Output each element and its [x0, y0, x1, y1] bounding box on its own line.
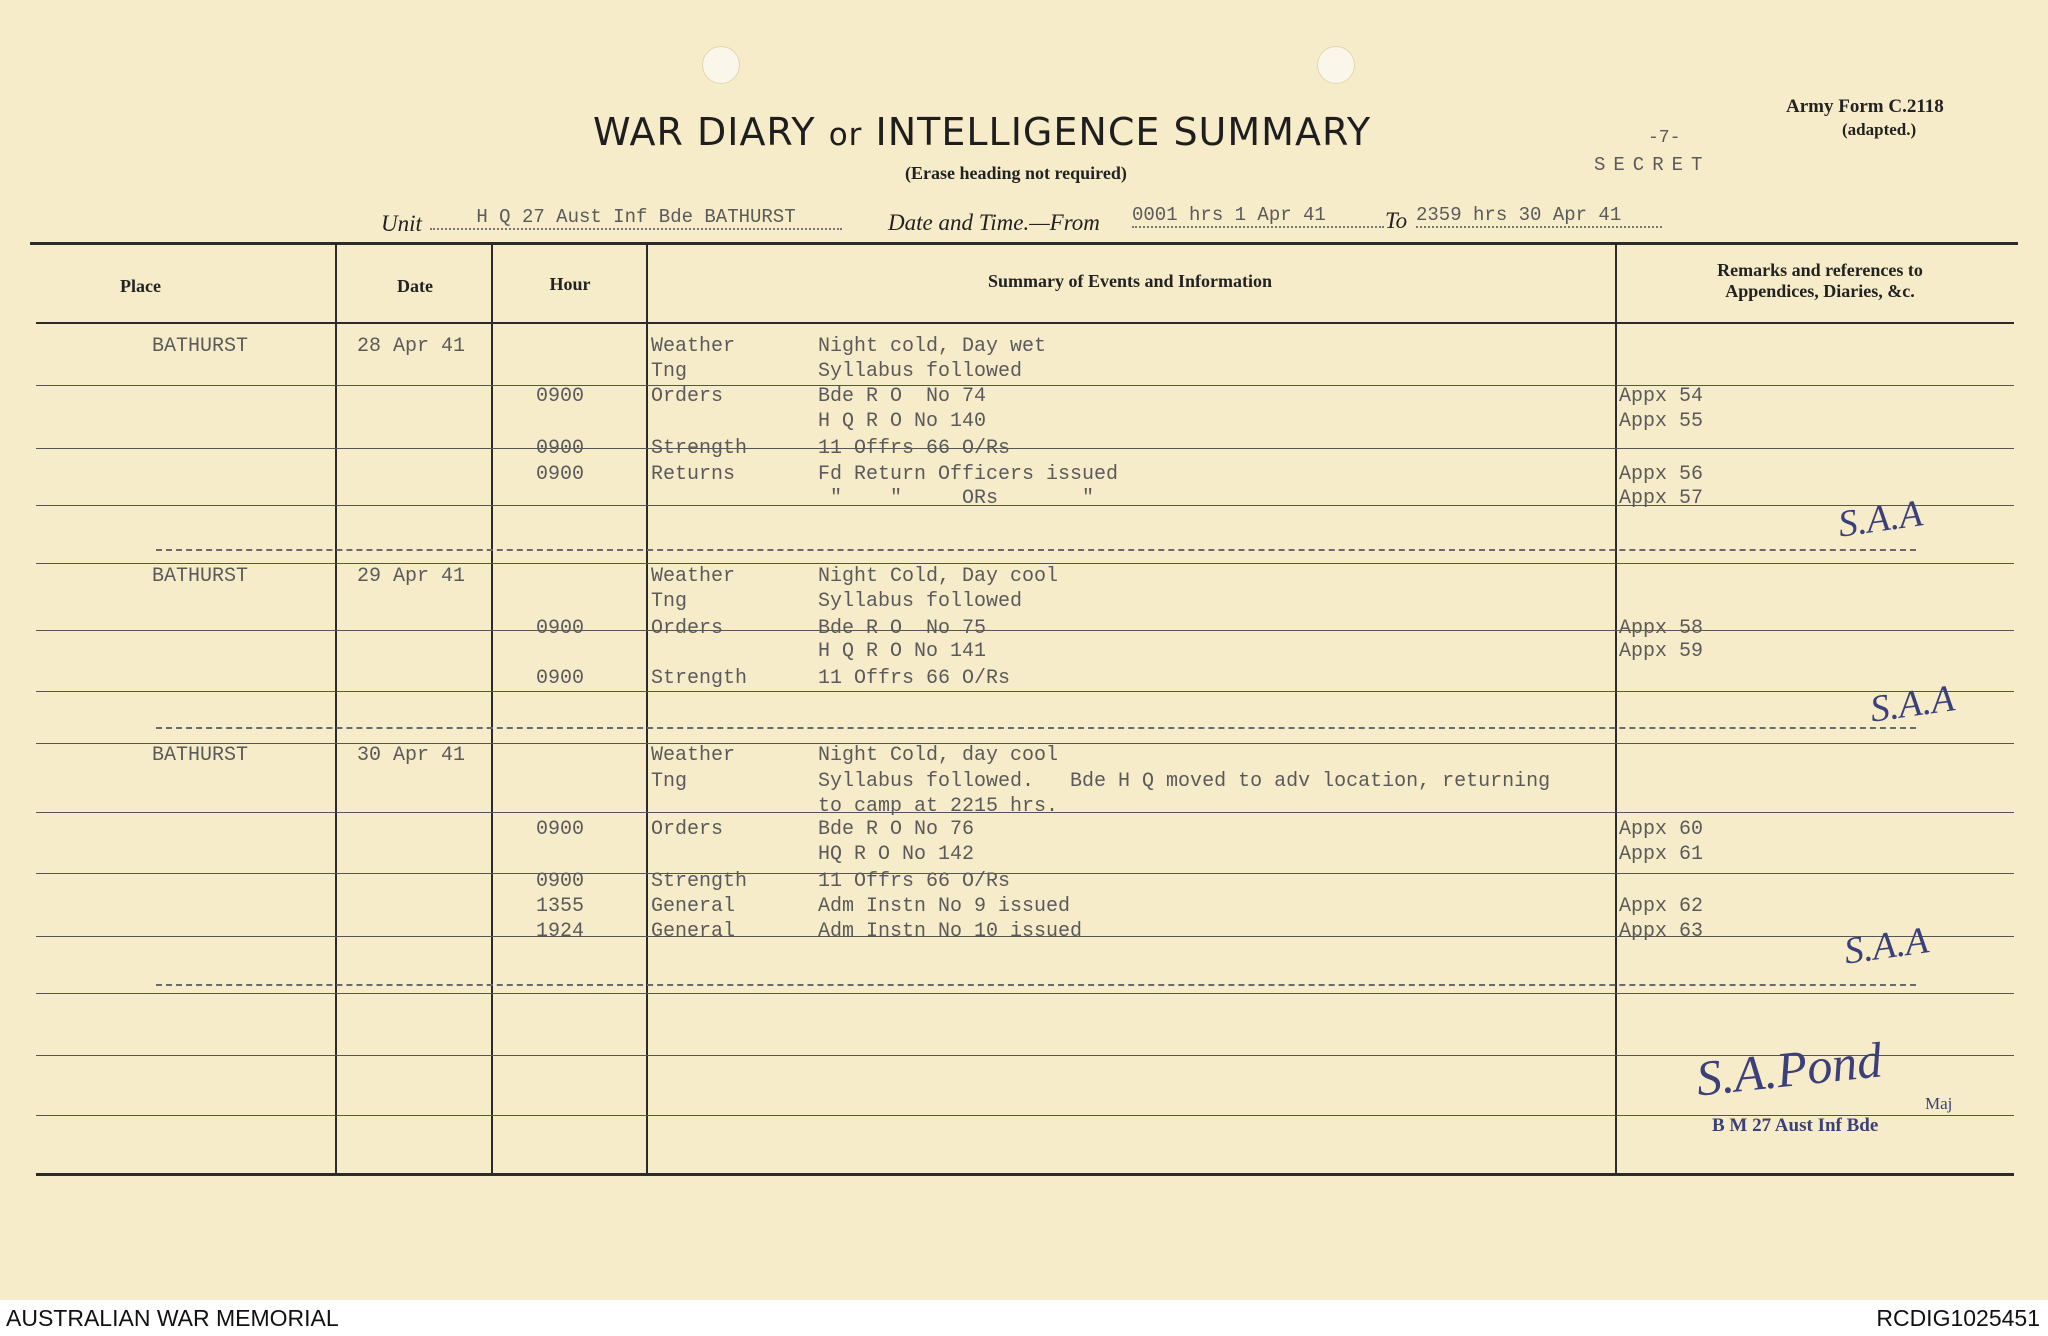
- entry-remark: Appx 63: [1619, 920, 1704, 943]
- column-header-hour: Hour: [549, 274, 591, 294]
- entry-category: Strength: [651, 667, 748, 690]
- entry-category: Tng: [651, 770, 688, 793]
- punch-hole-right: [1317, 46, 1355, 84]
- unit-value: H Q 27 Aust Inf Bde BATHURST: [430, 206, 842, 230]
- entry-detail: Adm Instn No 10 issued: [818, 920, 1083, 943]
- entry-detail: HQ R O No 142: [818, 843, 975, 866]
- entry-remark: Appx 54: [1619, 385, 1704, 408]
- entry-hour: 0900: [536, 818, 585, 841]
- entry-category: Strength: [651, 437, 748, 460]
- footer-archive-name: AUSTRALIAN WAR MEMORIAL: [6, 1305, 339, 1331]
- row-rule: [36, 385, 2014, 386]
- punch-hole-left: [702, 46, 740, 84]
- entry-detail: to camp at 2215 hrs.: [818, 795, 1059, 818]
- unit-label: Unit: [381, 211, 422, 236]
- entry-category: Strength: [651, 870, 748, 893]
- signature-rank: Maj: [1925, 1094, 1953, 1113]
- row-rule: [36, 448, 2014, 449]
- entry-detail: Fd Return Officers issued: [818, 463, 1119, 486]
- entry-detail: 11 Offrs 66 O/Rs: [818, 870, 1011, 893]
- entry-hour: 0900: [536, 870, 585, 893]
- footer-record-id: RCDIG1025451: [1876, 1305, 2040, 1331]
- entry-date: 29 Apr 41: [357, 565, 466, 588]
- date-to-value: 2359 hrs 30 Apr 41: [1416, 204, 1662, 228]
- entry-category: Weather: [651, 565, 736, 588]
- entry-detail: Adm Instn No 9 issued: [818, 895, 1071, 918]
- row-rule: [36, 630, 2014, 631]
- page-title: [593, 110, 1371, 154]
- entry-detail: Night Cold, day cool: [818, 744, 1059, 767]
- army-form-number: Army Form C.2118: [1786, 96, 1944, 117]
- table-bottom-rule: [36, 1173, 2014, 1176]
- row-rule: [36, 873, 2014, 874]
- entry-detail: Bde R O No 75: [818, 617, 987, 640]
- signature-full: S.A.Pond: [1693, 1031, 1885, 1107]
- entry-remark: Appx 60: [1619, 818, 1704, 841]
- day-separator-dashes: [156, 549, 1916, 551]
- entry-detail: Bde R O No 76: [818, 818, 975, 841]
- col-divider-place: [335, 244, 337, 1174]
- column-header-date: Date: [397, 276, 433, 296]
- form-adapted-note: (adapted.): [1842, 120, 1917, 139]
- date-time-label: Date and Time.—From: [888, 210, 1100, 235]
- entry-detail: Night Cold, Day cool: [818, 565, 1059, 588]
- entry-detail: H Q R O No 140: [818, 410, 987, 433]
- title-intelligence-summary: INTELLIGENCE SUMMARY: [875, 110, 1372, 154]
- entry-remark: Appx 56: [1619, 463, 1704, 486]
- row-rule: [36, 993, 2014, 994]
- entry-remark: Appx 58: [1619, 617, 1704, 640]
- entry-detail: Syllabus followed. Bde H Q moved to adv location, returning: [818, 770, 1551, 793]
- entry-detail: H Q R O No 141: [818, 640, 987, 663]
- table-top-rule: [30, 242, 2018, 245]
- entry-date: 30 Apr 41: [357, 744, 466, 767]
- col-divider-summary: [1615, 244, 1617, 1174]
- classification-stamp: SECRET: [1594, 154, 1711, 176]
- entry-hour: 1924: [536, 920, 585, 943]
- day-separator-dashes: [156, 984, 1916, 986]
- entry-remark: Appx 61: [1619, 843, 1704, 866]
- signature-initials-30-apr: S.A.A: [1841, 919, 1931, 973]
- entry-hour: 0900: [536, 437, 585, 460]
- col-divider-hour: [646, 244, 648, 1174]
- entry-detail: 11 Offrs 66 O/Rs: [818, 667, 1011, 690]
- row-rule: [36, 691, 2014, 692]
- header-bottom-rule: [36, 322, 2014, 324]
- column-header-remarks-line2: Appendices, Diaries, &c.: [1725, 281, 1915, 301]
- entry-detail: Bde R O No 74: [818, 385, 987, 408]
- entry-remark: Appx 57: [1619, 487, 1704, 510]
- entry-hour: 1355: [536, 895, 585, 918]
- entry-category: General: [651, 920, 736, 943]
- page-subtitle: (Erase heading not required): [905, 163, 1127, 183]
- signatory-appointment: B M 27 Aust Inf Bde: [1712, 1115, 1879, 1136]
- column-header-remarks-line1: Remarks and references to: [1717, 260, 1923, 280]
- column-header-summary: Summary of Events and Information: [987, 271, 1273, 291]
- entry-date: 28 Apr 41: [357, 335, 466, 358]
- entry-hour: 0900: [536, 617, 585, 640]
- row-rule: [36, 563, 2014, 564]
- to-label: To: [1385, 208, 1408, 233]
- entry-category: Tng: [651, 590, 688, 613]
- entry-detail: 11 Offrs 66 O/Rs: [818, 437, 1011, 460]
- page-number: -7-: [1648, 128, 1681, 148]
- entry-detail: Syllabus followed: [818, 590, 1023, 613]
- date-from-value: 0001 hrs 1 Apr 41: [1132, 204, 1384, 228]
- title-war-diary: WAR DIARY: [593, 110, 816, 154]
- entry-category: Tng: [651, 360, 688, 383]
- entry-remark: Appx 55: [1619, 410, 1704, 433]
- entry-category: Weather: [651, 744, 736, 767]
- day-separator-dashes: [156, 727, 1916, 729]
- entry-remark: Appx 59: [1619, 640, 1704, 663]
- entry-category: General: [651, 895, 736, 918]
- entry-hour: 0900: [536, 667, 585, 690]
- entry-remark: Appx 62: [1619, 895, 1704, 918]
- entry-category: Weather: [651, 335, 736, 358]
- col-divider-date: [491, 244, 493, 1174]
- signature-initials-28-apr: S.A.A: [1835, 492, 1925, 546]
- signature-initials-29-apr: S.A.A: [1867, 677, 1957, 731]
- entry-category: Orders: [651, 818, 724, 841]
- entry-hour: 0900: [536, 463, 585, 486]
- entry-hour: 0900: [536, 385, 585, 408]
- entry-detail: Syllabus followed: [818, 360, 1023, 383]
- entry-place: BATHURST: [152, 335, 249, 358]
- entry-place: BATHURST: [152, 565, 249, 588]
- title-or: or: [828, 117, 863, 153]
- entry-place: BATHURST: [152, 744, 249, 767]
- entry-category: Orders: [651, 617, 724, 640]
- entry-category: Orders: [651, 385, 724, 408]
- entry-detail: " " ORs ": [818, 487, 1095, 510]
- entry-category: Returns: [651, 463, 736, 486]
- column-header-place: Place: [120, 276, 161, 296]
- entry-detail: Night cold, Day wet: [818, 335, 1047, 358]
